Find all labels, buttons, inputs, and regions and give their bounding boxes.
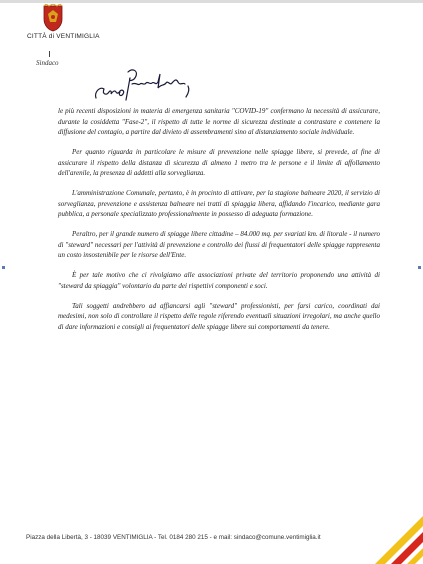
letter-paragraph: Tali soggetti andrebbero ad affiancarsi agli "steward" professionisti, per farsi carico, coordinati dai medesimi, non solo di controllare il rispetto delle regole riferendo eventuali situazioni irregolari, ma anche quello di dare informazioni e consigli ai frequentatori delle spiagge libere sui comportamenti da tenere. [58, 301, 380, 331]
letter-paragraph: L'amministrazione Comunale, pertanto, è in procinto di attivare, per la stagione balneare 2020, il servizio di sorveglianza, prevenzione e assistenza balneare nei tratti di spiaggia libera, affidando l'incarico, mediante gara pubblica, a personale specializzato professionalmente in possesso di adeguata formazione. [58, 189, 380, 219]
letter-paragraph: Per quanto riguarda in particolare le misure di prevenzione nelle spiagge libere, si prevede, al fine di assicurare il rispetto della distanza di sicurezza di almeno 1 metro tra le persone e il limite di affollamento dell'arenile, la presenza di addetti alla sorveglianza. [58, 148, 380, 178]
handwritten-salutation [92, 64, 202, 108]
decorative-corner-stripes [363, 504, 423, 564]
page-top-border [0, 0, 423, 3]
city-crest-icon [42, 4, 64, 32]
letter-paragraph: È per tale motivo che ci rivolgiamo alle associazioni private del territorio proponendo una attività di "steward da spiaggia" volontario da parte dei rispettivi componenti e soci. [58, 271, 380, 290]
page-margin-mark [418, 266, 421, 269]
letter-paragraph: le più recenti disposizioni in materia di emergenza sanitaria "COVID-19" confermano la necessità di assicurare, durante la cosiddetta "Fase-2", il rispetto di tutte le norme di sicurezza destinate a contrastare e contenere la diffusione del contagio, a partire dal divieto di assembramenti sino al distanziamento sociale individuale. [58, 107, 380, 137]
header-divider [49, 51, 50, 57]
office-title: Sindaco [36, 59, 59, 67]
page-margin-mark [2, 266, 5, 269]
letter-body [58, 106, 380, 342]
city-name: CITTÀ di VENTIMIGLIA [27, 33, 100, 40]
letter-paragraph: Peraltro, per il grande numero di spiagge libere cittadine – 84.000 mq. per svariati km. di litorale - il numero di "steward" necessari per l'attività di prevenzione e controllo dei flussi di frequentatori delle spiagge rappresenta un costo insostenibile per le risorse dell'Ente. [58, 230, 380, 260]
footer-address: Piazza della Libertà, 3 - 18039 VENTIMIGLIA - Tel. 0184 280 215 - e mail: sindaco@comune.ventimiglia.it [26, 534, 321, 541]
